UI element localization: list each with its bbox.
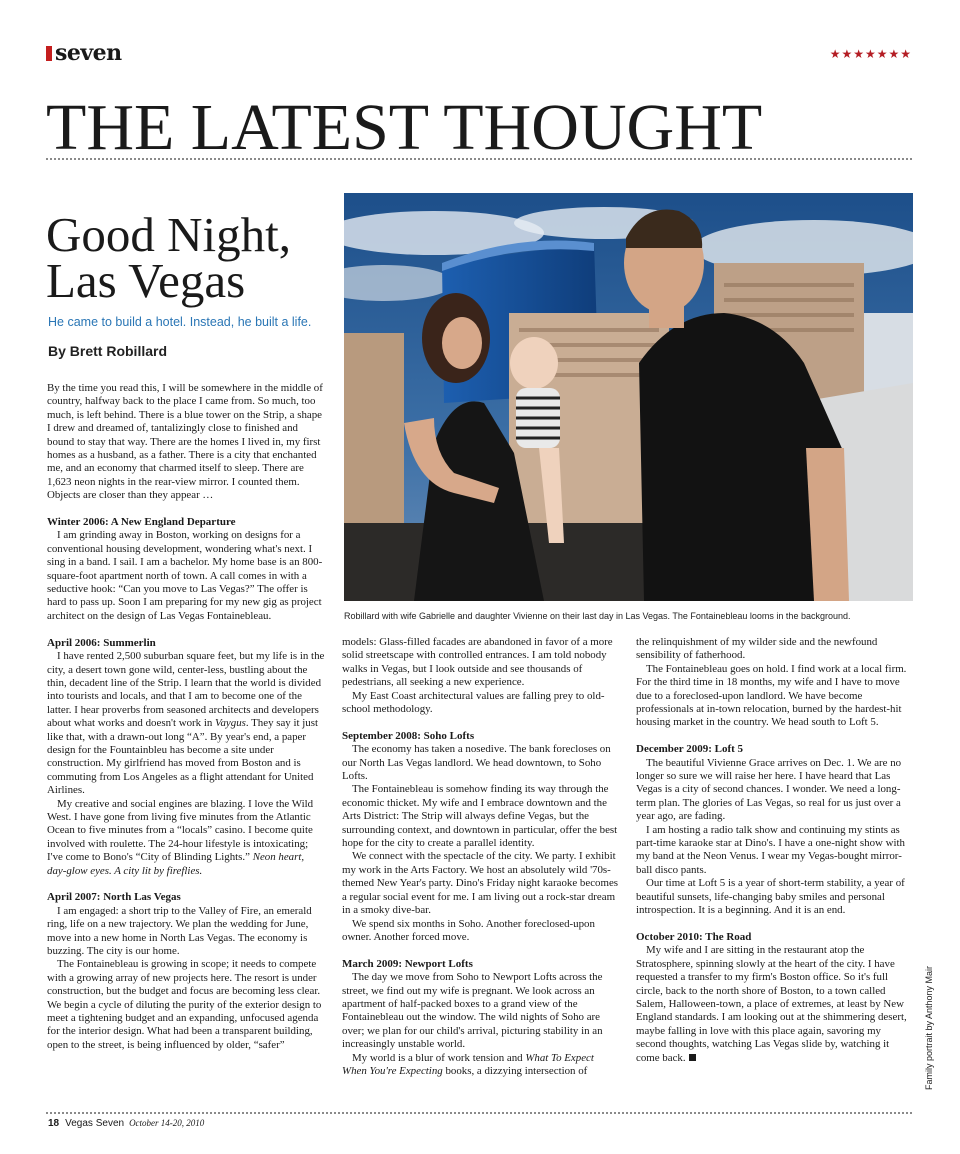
article-column-2: [342, 636, 620, 1078]
section-title: THE LATEST THOUGHT: [46, 91, 763, 164]
paragraph: We spend six months in Soho. Another foreclosed-upon owner. Another forced move.: [342, 917, 595, 943]
paragraph: The day we move from Soho to Newport Lofts across the street, we find out my wife is pregnant. We look across an apartment of half-packed boxes to a grand view of the Fontainebleau out the window. The wild nights of Soho are over; we plan for our child's arrival, picturing stability in an increasingly unstable world.: [342, 971, 603, 1051]
section-heading: Winter 2006: A New England Departure: [47, 516, 236, 529]
section-logo: [46, 42, 122, 64]
intro-paragraph: By the time you read this, I will be somewhere in the middle of country, halfway back to the place I came from. So much, too much, is left behind. There is a blue tower on the Strip, a shape I drew and dreamed of, tantalizingly close to finished and bound to stay that way. There are the homes I lived in, my first homes as a husband, as a father. There is a city that enchanted me, and an economy that charmed itself to sleep. There are 1,623 neon nights in the rear-view mirror. I counted them. Objects are closer than they appear …: [47, 382, 323, 502]
article-column-1: [47, 382, 325, 1052]
section-logo-text: seven: [55, 40, 122, 66]
byline: By Brett Robillard: [48, 343, 168, 359]
paragraph: The Fontainebleau is growing in scope; it needs to compete with a growing array of new projects here. The resort is under construction, but the budget and focus are becoming less clear. We begin a cycle of diluting the purity of the exterior design to meet a tightening budget and an expanding, unfocused agenda for the interior design. What had been a transparent building, open to the street, is being influenced by older, “safer”: [47, 958, 322, 1051]
paragraph: My creative and social engines are blazing. I love the Wild West. I have gone from living five minutes from the Atlantic Ocean to five minutes from a “locals” casino. I become quite involved with roulette. The 24-hour lifestyle is intoxicating; I've come to Bono's “City of Blinding Lights.” Neon heart, day-glow eyes. A city lit by fireflies.: [47, 797, 314, 877]
article-headline: [46, 207, 336, 308]
photo-caption: Robillard with wife Gabrielle and daughter Vivienne on their last day in Las Vegas. The Fontainebleau looms in the background.: [344, 611, 851, 621]
paragraph: the relinquishment of my wilder side and the newfound sensibility of fatherhood.: [636, 636, 878, 662]
paragraph: I am hosting a radio talk show and continuing my stints as part-time karaoke star at Dino's. I have a one-night show with my band at the Neon Venus. I wear my Vegas-bought mirror-ball disco pants.: [636, 823, 906, 876]
section-heading: October 2010: The Road: [636, 930, 752, 943]
rating-stars: ★★★★★★★: [829, 47, 912, 61]
paragraph: Our time at Loft 5 is a year of short-term stability, a year of beautiful sunsets, life-changing baby smiles and personal introspection. It is a beginning. And it is an end.: [636, 877, 905, 917]
paragraph: The economy has taken a nosedive. The bank forecloses on our North Las Vegas landlord. We head downtown, to Soho Lofts.: [342, 743, 611, 783]
paragraph: I am grinding away in Boston, working on designs for a conventional housing development, wondering what's next. I sing in a band. I sail. I am a bachelor. My home base is an 800-square-foot apartment north of town. A call comes in with a seductive hook: “Can you move to Las Vegas?” The offer is hard to pass up. Soon I am preparing for my new gig as project architect on the design of Las Vegas Fontainebleau.: [47, 529, 323, 622]
top-divider: [46, 158, 912, 160]
headline-line-2: Las Vegas: [46, 253, 246, 308]
paragraph: I am engaged: a short trip to the Valley of Fire, an emerald ring, life on a new trajectory. We plan the wedding for June, move into a new home in North Las Vegas. The economy is buzzing. The city is our home.: [47, 904, 312, 958]
paragraph: I have rented 2,500 suburban square feet, but my life is in the city, a desert town gone wild, center-less, bustling about the thin, decadent line of the Strip. I learn that the world is divided into tourists and locals, and that I am to become one of the latter. I hear proverbs from seasoned architects and developers about what works and doesn't work in Vaygus. They say it just like that, with a drawn-out long “A”. By year's end, a paper design for the Fountainbleu has become a site under construction. My girlfriend has moved from Boston and is commuting from Los Angeles as a flight attendant for United Airlines.: [47, 650, 325, 797]
page-number: 18: [48, 1118, 60, 1129]
end-mark-icon: [689, 1054, 696, 1061]
paragraph: My world is a blur of work tension and What To Expect When You're Expecting books, a dizzying intersection of: [342, 1051, 594, 1077]
issue-date: October 14-20, 2010: [129, 1118, 205, 1128]
bottom-divider: [46, 1112, 912, 1114]
paragraph: The beautiful Vivienne Grace arrives on Dec. 1. We are no longer so sure we will raise her here. I have heard that Las Vegas is a city of second chances. I wonder. We need a long-term plan. The glories of Las Vegas, so real for us just over a year ago, are fading.: [636, 756, 902, 823]
paragraph: We connect with the spectacle of the city. We party. I exhibit my work in the Arts Factory. We host an absolutely wild '70s- themed New Year's party. Dino's Friday night karaoke becomes a regular social event for me. I am living out a rock-star dream in a smoky dive-bar.: [342, 850, 619, 917]
paragraph: models: Glass-filled facades are abandoned in favor of a more solid streetscape with controlled entrances. I am told nobody walks in Vegas, but I look outside and see thousands of pedestrians, all seeking a new experience.: [342, 636, 613, 689]
article-deck: He came to build a hotel. Instead, he built a life.: [48, 315, 312, 329]
section-heading: December 2009: Loft 5: [636, 743, 744, 756]
family-portrait-photo: [344, 193, 913, 601]
paragraph: The Fontainebleau is somehow finding its way through the economic thicket. My wife and I embrace downtown and the Arts District: The Strip will always define Vegas, but the surrounding context, and downtown in particular, offer the best hope for the city to create a parallel identity.: [342, 783, 618, 850]
article-column-3: [636, 636, 912, 1065]
section-heading: September 2008: Soho Lofts: [342, 729, 475, 742]
headline-line-1: Good Night,: [46, 207, 291, 262]
photo-credit: Family portrait by Anthony Mair: [924, 965, 934, 1090]
paragraph: The Fontainebleau goes on hold. I find work at a local firm. For the third time in 18 months, my wife and I have to move due to a foreclosed-upon landlord. We have become professionals at in-town relocation, burned by the hardest-hit housing market in the country. We head south to Loft 5.: [636, 662, 907, 729]
section-heading: April 2006: Summerlin: [47, 636, 156, 649]
page-footer: [48, 1118, 204, 1129]
section-heading: April 2007: North Las Vegas: [47, 891, 181, 904]
section-heading: March 2009: Newport Lofts: [342, 957, 473, 970]
logo-mark: [46, 46, 52, 61]
magazine-name: Vegas Seven: [65, 1118, 125, 1129]
paragraph: My East Coast architectural values are falling prey to old-school methodology.: [342, 689, 605, 716]
paragraph: My wife and I are sitting in the restaurant atop the Stratosphere, spinning slowly at the heart of the city. I have requested a transfer to my firm's Boston office. So it's full circle, back to the north shore of Boston, to a town called Salem, Halloween-town, a place of extremes, at least by New England standards. I am looking out at the shimmering desert, maybe falling in love with this place again, savoring my second thoughts, watching Las Vegas slide by, watching it come back.: [636, 944, 907, 1064]
